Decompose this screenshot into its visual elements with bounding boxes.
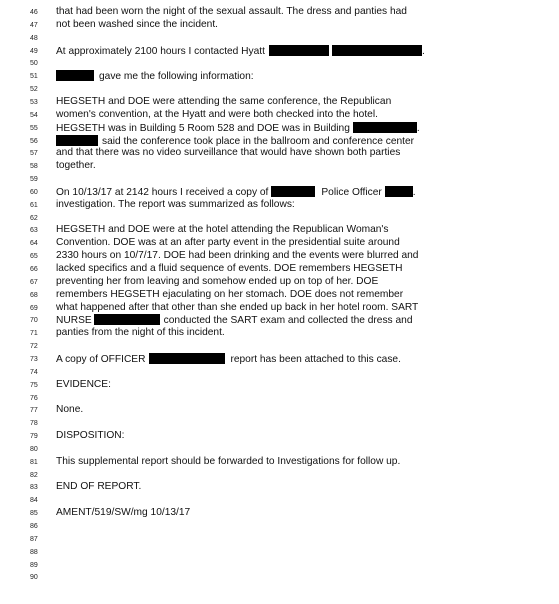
report-line [0,533,559,545]
line-tail: . [416,122,420,134]
line-text [56,353,401,366]
line-content: DISPOSITION: [56,430,125,442]
line-content: remembers HEGSETH ejaculating on her stomach. DOE does not remember [56,288,404,300]
line-text [56,404,83,416]
line-text [56,186,416,199]
report-line [0,32,559,44]
report-line [0,546,559,558]
report-line [0,57,559,69]
line-text [56,6,407,18]
report-line [0,469,559,481]
redaction-box [353,122,417,133]
line-number: 52 [30,86,38,94]
report-line [0,481,559,493]
report-line [0,19,559,31]
line-number: 67 [30,278,38,286]
report-line [0,173,559,185]
line-content: A copy of OFFICER [56,353,146,365]
line-number: 79 [30,433,38,441]
line-text [56,379,111,391]
line-number: 80 [30,445,38,453]
line-text [56,250,418,262]
line-number: 63 [30,227,38,235]
line-number: 70 [30,317,38,325]
line-content: None. [56,404,84,416]
line-number: 75 [30,381,38,389]
report-line [0,379,559,391]
line-content: not been washed since the incident. [56,18,218,30]
report-line [0,340,559,352]
line-number: 71 [30,330,38,338]
line-text [56,276,378,288]
report-line [0,314,559,326]
line-text [56,507,190,519]
redaction-box [332,45,422,56]
line-tail: . [412,186,416,198]
report-line [0,520,559,532]
line-content: women's convention, at the Hyatt and were both checked into the hotel. [56,108,378,120]
report-line [0,83,559,95]
line-text [56,96,391,108]
line-text [56,135,414,148]
line-content: what happened after that other than she ended up back in her hotel room. SART [56,301,419,313]
line-number: 55 [30,124,38,132]
report-line [0,302,559,314]
report-line [0,327,559,339]
line-number: 58 [30,163,38,171]
line-number: 66 [30,266,38,273]
report-line [0,430,559,442]
line-content: and that there was no video surveillance that would have shown both parties [56,147,401,159]
line-number: 85 [30,510,38,518]
line-number: 49 [30,47,38,55]
report-line [0,199,559,211]
line-tail: . [421,45,425,57]
line-text [56,160,96,172]
line-number: 47 [30,21,38,29]
report-line [0,147,559,159]
line-tail: Police Officer [321,186,382,198]
line-number: 73 [30,355,38,363]
report-line [0,212,559,224]
line-content: together. [56,160,96,172]
line-content: panties from the night of this incident. [56,327,225,339]
line-text [56,481,141,493]
line-text [56,314,412,327]
report-line [0,507,559,519]
line-number: 69 [30,304,38,312]
line-tail: report has been attached to this case. [230,353,401,365]
report-line [0,353,559,365]
line-text [56,263,403,275]
line-content: HEGSETH and DOE were at the hotel attending the Republican Woman's [56,224,389,236]
line-number: 87 [30,535,38,543]
report-line [0,494,559,506]
redaction-box [94,314,160,325]
line-number: 64 [30,240,38,248]
report-line [0,443,559,455]
report-line [0,456,559,468]
line-number: 82 [30,471,38,479]
report-line [0,392,559,404]
line-content: Convention. DOE was at an after party event in the presidential suite around [56,237,400,249]
line-number: 51 [30,73,38,81]
redaction-box [269,45,329,56]
line-number: 89 [30,561,38,569]
report-line [0,6,559,18]
redaction-box [56,70,94,81]
line-number: 60 [30,188,38,196]
line-number: 78 [30,420,38,428]
line-number: 62 [30,214,38,222]
line-tail: conducted the SART exam and collected the dress and [163,315,413,327]
line-number: 59 [30,176,38,184]
report-line [0,263,559,275]
line-number: 90 [30,574,38,582]
redaction-box [149,353,225,364]
line-content: END OF REPORT. [56,481,142,493]
redaction-box [385,186,413,197]
report-line [0,70,559,82]
line-text [56,302,418,314]
line-content: preventing her from leaving and somehow ended up on top of her. DOE [56,275,379,287]
line-number: 81 [30,458,38,466]
line-number: 50 [30,60,38,68]
report-line [0,135,559,147]
line-number: 74 [30,368,38,376]
report-line [0,404,559,416]
report-line [0,559,559,571]
line-number: 53 [30,98,38,106]
line-content: investigation. The report was summarized as follows: [56,198,295,210]
line-number: 46 [30,9,38,16]
line-number: 76 [30,394,38,402]
line-number: 84 [30,497,38,505]
line-text [56,45,425,58]
report-line [0,276,559,288]
report-line [0,289,559,301]
report-line [0,571,559,583]
line-text [56,430,125,442]
report-line [0,250,559,262]
line-number: 56 [30,137,38,145]
line-content: At approximately 2100 hours I contacted Hyatt [56,45,265,57]
line-text [56,199,295,211]
report-line [0,96,559,108]
line-number: 65 [30,253,38,261]
report-line [0,109,559,121]
line-content: gave me the following information: [99,71,254,83]
report-line [0,186,559,198]
line-number: 86 [30,523,38,530]
report-line [0,122,559,134]
line-content: 2330 hours on 10/7/17. DOE had been drinking and the events were blurred and [56,250,419,262]
report-line [0,160,559,172]
line-text [56,147,400,159]
report-line [0,45,559,57]
report-line [0,224,559,236]
line-number: 48 [30,34,38,42]
line-content: HEGSETH was in Building 5 Room 528 and DOE was in Building [56,122,350,134]
line-text [56,109,378,121]
report-line [0,237,559,249]
line-content: that had been worn the night of the sexual assault. The dress and panties had [56,6,407,17]
line-text [56,224,388,236]
report-line [0,417,559,429]
line-number: 72 [30,343,38,351]
redaction-box [56,135,98,146]
line-text [56,19,218,31]
line-text [56,327,225,339]
redaction-box [271,186,315,197]
line-text [56,237,400,249]
line-content: lacked specifics and a fluid sequence of events. DOE remembers HEGSETH [56,263,403,274]
line-content: This supplemental report should be forwarded to Investigations for follow up. [56,455,401,467]
line-number: 68 [30,291,38,299]
line-content: EVIDENCE: [56,378,111,390]
line-number: 61 [30,201,38,209]
line-content: On 10/13/17 at 2142 hours I received a copy of [56,186,269,198]
line-content: NURSE [56,315,92,327]
line-text [56,456,400,468]
line-text [56,122,420,135]
line-content: said the conference took place in the ballroom and conference center [102,135,415,147]
line-content: HEGSETH and DOE were attending the same conference, the Republican [56,95,392,107]
report-line [0,366,559,378]
line-number: 54 [30,111,38,119]
line-content: AMENT/519/SW/mg 10/13/17 [56,507,191,519]
line-number: 88 [30,548,38,556]
line-number: 77 [30,407,38,415]
line-text [56,70,254,83]
line-number: 57 [30,150,38,158]
line-number: 83 [30,484,38,492]
line-text [56,289,403,301]
